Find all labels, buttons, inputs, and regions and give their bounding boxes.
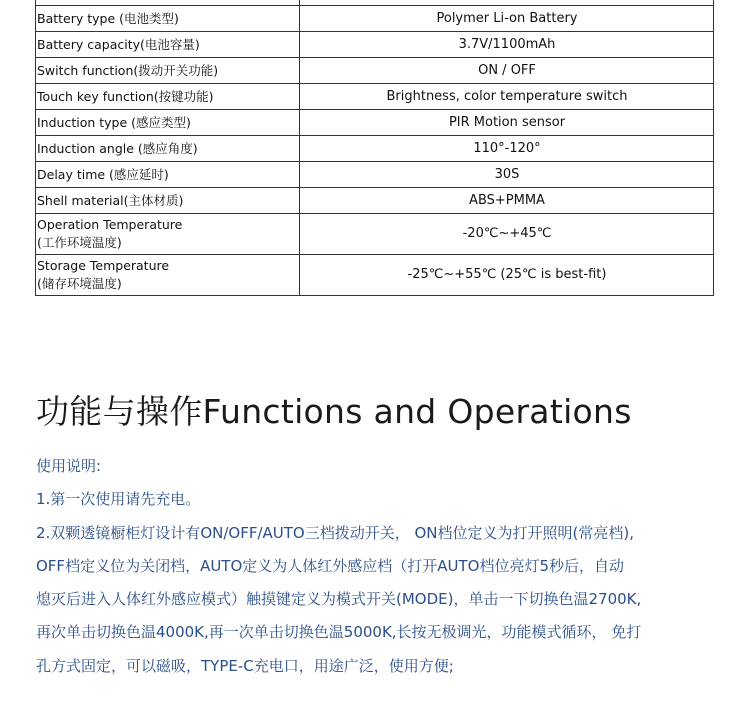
spec-row — [36, 188, 714, 214]
spec-row — [36, 214, 714, 255]
spec-label: Shell material(主体材质) — [36, 188, 300, 214]
spec-value: Brightness, color temperature switch — [300, 84, 714, 110]
spec-value: Polymer Li-on Battery — [300, 6, 714, 32]
spec-label: Delay time (感应延时) — [36, 162, 300, 188]
spec-label: Battery capacity(电池容量) — [36, 32, 300, 58]
spec-label: Battery type (电池类型) — [36, 6, 300, 32]
spec-label: Storage Temperature — [37, 258, 170, 273]
instruction-line: 2.双颗透镜橱柜灯设计有ON/OFF/AUTO三档拨动开关， ON档位定义为打开照明(常亮档), — [36, 523, 634, 542]
instruction-line: 熄灭后进入人体红外感应模式）触摸键定义为模式开关(MODE)，单击一下切换色温2700K, — [36, 590, 642, 609]
spec-row — [36, 162, 714, 188]
spec-label-cn: (工作环境温度) — [37, 235, 122, 250]
instruction-line: 使用说明: — [36, 457, 102, 475]
spec-label: Touch key function(按键功能) — [36, 84, 300, 110]
spec-value: 110°-120° — [300, 136, 714, 162]
spec-value: -25℃~+55℃ (25℃ is best-fit) — [300, 255, 714, 296]
spec-row — [36, 6, 714, 32]
spec-label-cn: (储存环境温度) — [37, 276, 122, 291]
instruction-line: 孔方式固定，可以磁吸，TYPE-C充电口，用途广泛，使用方便; — [36, 656, 454, 675]
spec-value: -20℃~+45℃ — [300, 214, 714, 255]
instructions-text — [36, 452, 736, 685]
instruction-line: OFF档定义位为关闭档，AUTO定义为人体红外感应档（打开AUTO档位亮灯5秒后，自动 — [36, 556, 625, 575]
spec-value: ON / OFF — [300, 58, 714, 84]
spec-value: 3.7V/1100mAh — [300, 32, 714, 58]
instruction-line: 再次单击切换色温4000K,再一次单击切换色温5000K,长按无极调光，功能模式循环， 免打 — [36, 623, 642, 642]
spec-label: Induction angle (感应角度) — [36, 136, 300, 162]
spec-value: 30S — [300, 162, 714, 188]
spec-table — [35, 0, 714, 296]
spec-label: Induction type (感应类型) — [36, 110, 300, 136]
spec-row — [36, 58, 714, 84]
spec-row — [36, 255, 714, 296]
spec-label: Switch function(拨动开关功能) — [36, 58, 300, 84]
spec-row — [36, 84, 714, 110]
spec-value: PIR Motion sensor — [300, 110, 714, 136]
instruction-line: 1.第一次使用请先充电。 — [36, 490, 201, 509]
spec-value: ABS+PMMA — [300, 188, 714, 214]
section-title: 功能与操作Functions and Operations — [36, 392, 632, 431]
spec-label-cell — [36, 214, 300, 255]
spec-label-cell — [36, 255, 300, 296]
spec-row — [36, 110, 714, 136]
spec-row — [36, 136, 714, 162]
spec-label: Operation Temperature — [37, 217, 183, 232]
spec-row — [36, 32, 714, 58]
